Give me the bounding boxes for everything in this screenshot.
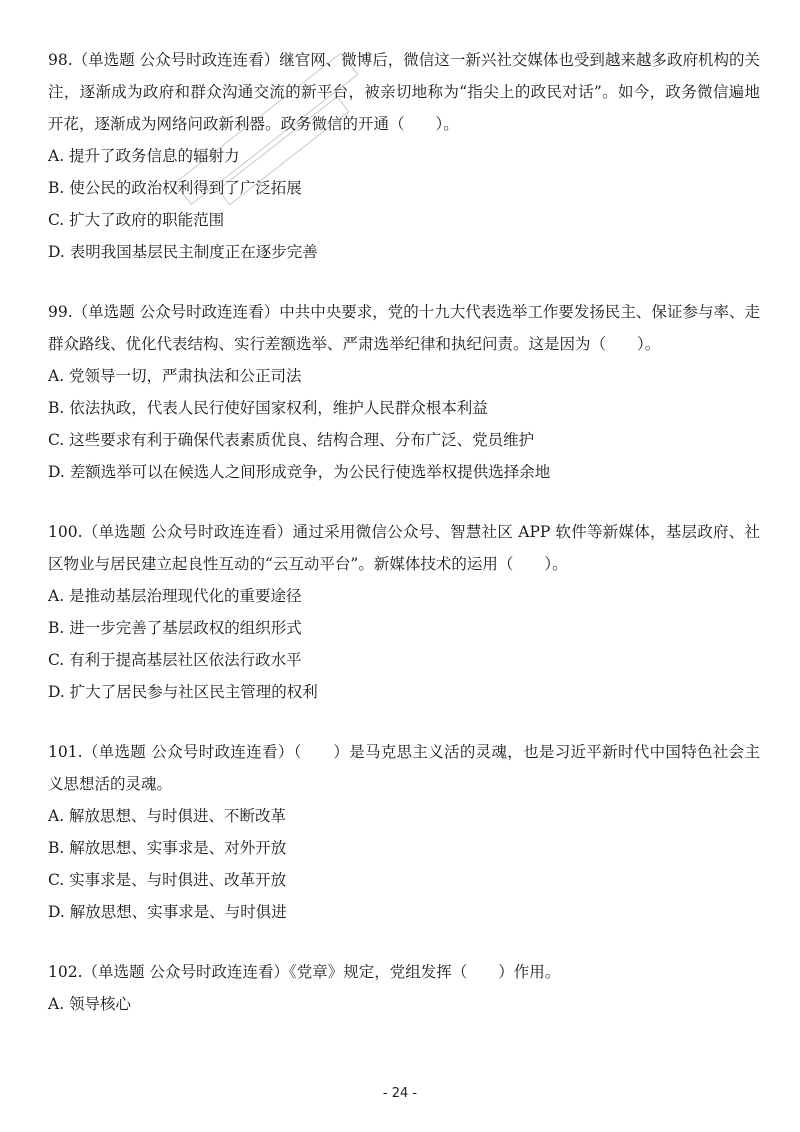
option-d: D. 扩大了居民参与社区民主管理的权利: [48, 683, 318, 701]
option-c: C. 这些要求有利于确保代表素质优良、结构合理、分布广泛、党员维护: [48, 431, 535, 449]
question-stem: 98.（单选题 公众号时政连连看）继官网、微博后，微信这一新兴社交媒体也受到越来越多政府机构的关注，逐渐成为政府和群众沟通交流的新平台，被亲切地称为“指尖上的政民对话”。如今，政务微信遍地开花，逐渐成为网络问政新利器。政务微信的开通（ ）。: [48, 51, 760, 133]
option-d: D. 解放思想、实事求是、与时俱进: [48, 903, 287, 921]
question-stem: 101.（单选题 公众号时政连连看）（ ）是马克思主义活的灵魂，也是习近平新时代中国特色社会主义思想活的灵魂。: [48, 743, 760, 793]
question-102: [48, 956, 760, 1020]
question-100: [48, 516, 760, 708]
option-b: B. 解放思想、实事求是、对外开放: [48, 839, 287, 857]
option-list: [48, 360, 760, 488]
question-stem: 100.（单选题 公众号时政连连看）通过采用微信公众号、智慧社区 APP 软件等新媒体，基层政府、社区物业与居民建立起良性互动的“云互动平台”。新媒体技术的运用（ ）。: [48, 523, 760, 573]
option-list: [48, 140, 760, 268]
question-101: [48, 736, 760, 928]
option-a: A. 领导核心: [48, 995, 132, 1013]
option-b: B. 使公民的政治权利得到了广泛拓展: [48, 179, 302, 197]
page-number: - 24 -: [382, 1086, 418, 1101]
option-d: D. 差额选举可以在候选人之间形成竞争，为公民行使选举权提供选择余地: [48, 463, 551, 481]
option-b: B. 依法执政，代表人民行使好国家权利，维护人民群众根本利益: [48, 399, 488, 417]
question-98: [48, 44, 760, 268]
option-c: C. 有利于提高基层社区依法行政水平: [48, 651, 302, 669]
option-c: C. 实事求是、与时俱进、改革开放: [48, 871, 287, 889]
option-a: A. 提升了政务信息的辐射力: [48, 147, 240, 165]
option-a: A. 解放思想、与时俱进、不断改革: [48, 807, 287, 825]
option-c: C. 扩大了政府的职能范围: [48, 211, 225, 229]
question-stem: 102.（单选题 公众号时政连连看）《党章》规定，党组发挥（ ）作用。: [48, 963, 561, 981]
question-99: [48, 296, 760, 488]
question-stem: 99.（单选题 公众号时政连连看）中共中央要求，党的十九大代表选举工作要发扬民主、保证参与率、走群众路线、优化代表结构、实行差额选举、严肃选举纪律和执纪问责。这是因为（ ）。: [48, 303, 760, 353]
option-a: A. 是推动基层治理现代化的重要途径: [48, 587, 302, 605]
option-list: [48, 800, 760, 928]
option-list: [48, 580, 760, 708]
option-d: D. 表明我国基层民主制度正在逐步完善: [48, 243, 318, 261]
option-a: A. 党领导一切，严肃执法和公正司法: [48, 367, 302, 385]
document-page: [48, 44, 760, 1048]
option-b: B. 进一步完善了基层政权的组织形式: [48, 619, 302, 637]
option-list: [48, 988, 760, 1020]
